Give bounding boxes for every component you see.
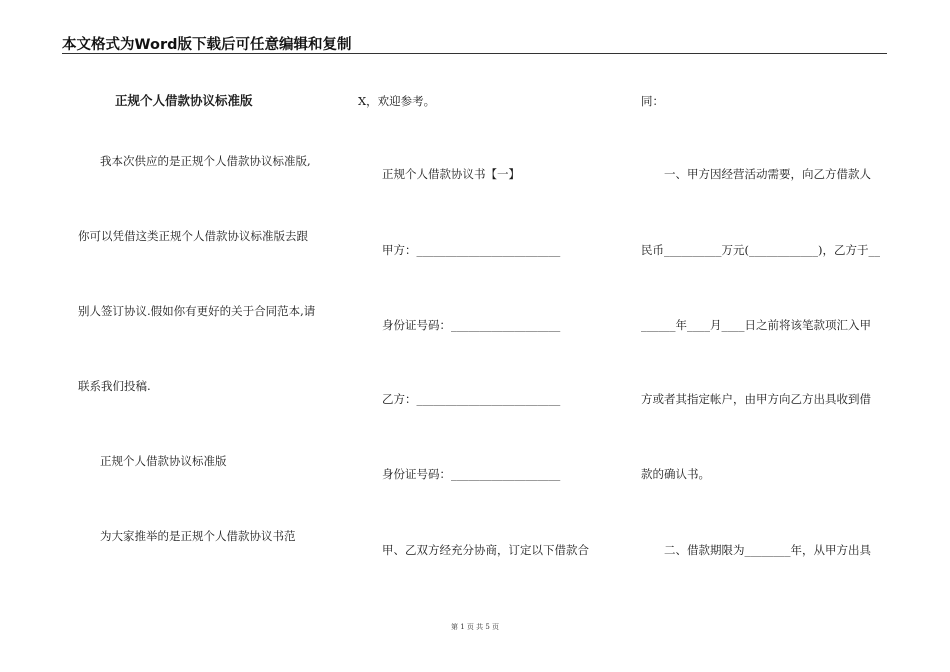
paragraph-line: 正规个人借款协议标准版 bbox=[100, 454, 227, 468]
clause-one-line: 方或者其指定帐户，由甲方向乙方出具收到借 bbox=[641, 392, 871, 406]
paragraph-line: 你可以凭借这类正规个人借款协议标准版去跟 bbox=[78, 229, 308, 243]
party-b-field: 乙方：_________________________ bbox=[382, 392, 561, 406]
agreement-heading: 正规个人借款协议书【一】 bbox=[382, 167, 520, 181]
paragraph-line: 同： bbox=[641, 94, 664, 108]
party-a-field: 甲方：_________________________ bbox=[382, 243, 561, 257]
party-b-id-field: 身份证号码：___________________ bbox=[382, 467, 561, 481]
paragraph-line: 为大家推举的是正规个人借款协议书范 bbox=[100, 529, 296, 543]
page-number: 第 1 页 共 5 页 bbox=[450, 623, 500, 631]
clause-one-line: 款的确认书。 bbox=[641, 467, 710, 481]
party-a-id-field: 身份证号码：___________________ bbox=[382, 318, 561, 332]
paragraph-line: 别人签订协议.假如你有更好的关于合同范本,请 bbox=[78, 304, 316, 318]
paragraph-line: 甲、乙双方经充分协商，订定以下借款合 bbox=[382, 543, 589, 557]
paragraph-line: 联系我们投稿. bbox=[78, 379, 151, 393]
clause-one-line: 一、甲方因经营活动需要，向乙方借款人 bbox=[664, 167, 871, 181]
document-header-title: 本文格式为Word版下载后可任意编辑和复制 bbox=[62, 37, 352, 53]
clause-two-line: 二、借款期限为________年，从甲方出具 bbox=[664, 543, 871, 557]
document-title: 正规个人借款协议标准版 bbox=[115, 93, 253, 108]
paragraph-line: X，欢迎参考。 bbox=[358, 94, 436, 108]
clause-one-line: 民币__________万元(____________)，乙方于__ bbox=[641, 243, 880, 257]
header-divider bbox=[62, 53, 887, 54]
paragraph-line: 我本次供应的是正规个人借款协议标准版, bbox=[100, 154, 311, 168]
clause-one-line: ______年____月____日之前将该笔款项汇入甲 bbox=[641, 318, 871, 332]
